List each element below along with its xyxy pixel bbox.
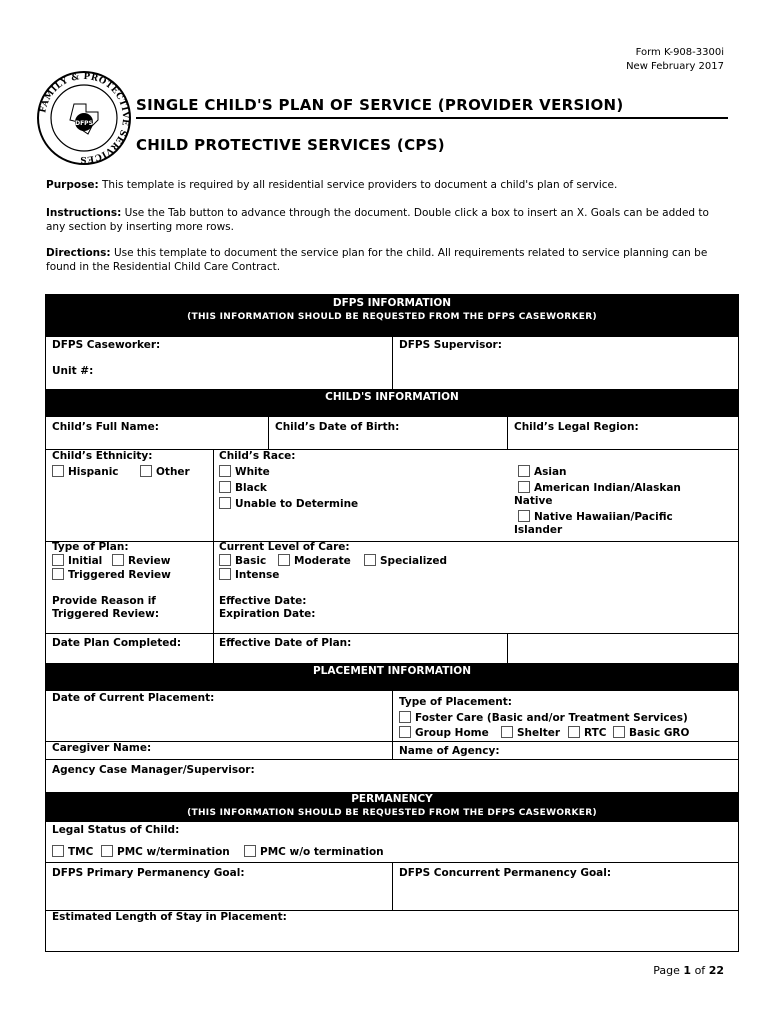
expiration-date-field[interactable]: Expiration Date: — [219, 608, 316, 620]
checkbox[interactable] — [219, 465, 231, 477]
checkbox[interactable] — [399, 726, 411, 738]
checkbox[interactable] — [219, 568, 231, 580]
checkbox[interactable] — [518, 465, 530, 477]
legal-status-label: Legal Status of Child: — [52, 824, 180, 836]
effective-date-field[interactable]: Effective Date: — [219, 595, 307, 607]
provide-reason-field[interactable]: Provide Reason if Triggered Review: — [52, 595, 160, 620]
ethnicity-hispanic-option[interactable]: Hispanic — [52, 465, 119, 479]
checkbox[interactable] — [52, 845, 64, 857]
race-native-hawaiian-option-cont: Islander — [514, 524, 563, 536]
child-dob-field[interactable]: Child’s Date of Birth: — [275, 421, 400, 433]
instructions-paragraph — [46, 206, 726, 234]
checkbox[interactable] — [501, 726, 513, 738]
checkbox[interactable] — [52, 568, 64, 580]
directions-label: Directions: — [46, 247, 111, 259]
caregiver-name-field[interactable]: Caregiver Name: — [52, 742, 152, 754]
checkbox[interactable] — [219, 481, 231, 493]
checkbox[interactable] — [219, 554, 231, 566]
child-full-name-field[interactable]: Child’s Full Name: — [52, 421, 159, 433]
child-legal-region-field[interactable]: Child’s Legal Region: — [514, 421, 639, 433]
form-number: Form K-908-3300i — [635, 47, 724, 58]
checkbox[interactable] — [140, 465, 152, 477]
checkbox[interactable] — [399, 711, 411, 723]
child-race-label: Child’s Race: — [219, 450, 296, 462]
checkbox[interactable] — [101, 845, 113, 857]
permanency-header — [46, 792, 738, 822]
race-black-option[interactable]: Black — [219, 481, 267, 495]
plan-initial-option[interactable]: Initial — [52, 554, 102, 568]
svg-text:FAMILY & PROTECTIVE SERVICES: FAMILY & PROTECTIVE SERVICES — [38, 71, 131, 165]
race-asian-option[interactable]: Asian — [518, 465, 567, 479]
purpose-text: This template is required by all residential service providers to document a child's plan of service. — [102, 179, 618, 191]
placement-info-header — [46, 663, 738, 691]
dfps-info-heading: DFPS INFORMATION — [332, 297, 452, 309]
race-white-option[interactable]: White — [219, 465, 270, 479]
placement-basic-gro-option[interactable]: Basic GRO — [613, 726, 689, 740]
childs-info-heading: CHILD'S INFORMATION — [325, 391, 459, 403]
placement-group-home-option[interactable]: Group Home — [399, 726, 489, 740]
document-subtitle: CHILD PROTECTIVE SERVICES (CPS) — [136, 136, 445, 154]
svg-text:DFPS: DFPS — [75, 120, 93, 127]
concurrent-permanency-goal-field[interactable]: DFPS Concurrent Permanency Goal: — [399, 867, 612, 879]
dfps-seal-logo — [36, 70, 132, 166]
checkbox[interactable] — [278, 554, 290, 566]
placement-rtc-option[interactable]: RTC — [568, 726, 606, 740]
status-pmc-no-termination-option[interactable]: PMC w/o termination — [244, 845, 384, 859]
date-plan-completed-field[interactable]: Date Plan Completed: — [52, 637, 182, 649]
care-moderate-option[interactable]: Moderate — [278, 554, 351, 568]
type-of-placement-label: Type of Placement: — [399, 696, 512, 708]
primary-permanency-goal-field[interactable]: DFPS Primary Permanency Goal: — [52, 867, 245, 879]
form-date: New February 2017 — [626, 61, 724, 72]
checkbox[interactable] — [518, 510, 530, 522]
checkbox[interactable] — [52, 554, 64, 566]
status-tmc-option[interactable]: TMC — [52, 845, 93, 859]
checkbox[interactable] — [112, 554, 124, 566]
care-specialized-option[interactable]: Specialized — [364, 554, 447, 568]
unit-number-field[interactable]: Unit #: — [52, 365, 94, 377]
service-plan-form — [45, 294, 739, 952]
effective-date-of-plan-field[interactable]: Effective Date of Plan: — [219, 637, 352, 649]
checkbox[interactable] — [364, 554, 376, 566]
date-current-placement-field[interactable]: Date of Current Placement: — [52, 692, 215, 704]
care-basic-option[interactable]: Basic — [219, 554, 266, 568]
agency-case-manager-field[interactable]: Agency Case Manager/Supervisor: — [52, 764, 255, 776]
race-native-hawaiian-option[interactable]: Native Hawaiian/Pacific — [518, 510, 673, 524]
title-rule — [136, 117, 728, 119]
checkbox[interactable] — [613, 726, 625, 738]
estimated-length-of-stay-field[interactable]: Estimated Length of Stay in Placement: — [52, 911, 287, 923]
race-american-indian-option-cont: Native — [514, 495, 553, 507]
checkbox[interactable] — [568, 726, 580, 738]
dfps-caseworker-field[interactable]: DFPS Caseworker: — [52, 339, 161, 351]
status-pmc-termination-option[interactable]: PMC w/termination — [101, 845, 230, 859]
permanency-subheading: (THIS INFORMATION SHOULD BE REQUESTED FROM THE DFPS CASEWORKER) — [187, 808, 597, 818]
placement-shelter-option[interactable]: Shelter — [501, 726, 560, 740]
type-of-plan-label: Type of Plan: — [52, 541, 129, 553]
child-ethnicity-label: Child’s Ethnicity: — [52, 450, 153, 462]
checkbox[interactable] — [52, 465, 64, 477]
page-number: Page 1 of 22 — [653, 964, 724, 977]
plan-review-option[interactable]: Review — [112, 554, 170, 568]
ethnicity-other-option[interactable]: Other — [140, 465, 190, 479]
checkbox[interactable] — [244, 845, 256, 857]
directions-text: Use this template to document the service plan for the child. All requirements related to service planning can be found in the Residential Child Care Contract. — [46, 247, 708, 273]
agency-name-field[interactable]: Name of Agency: — [399, 745, 500, 757]
dfps-info-header — [46, 295, 738, 337]
race-unable-option[interactable]: Unable to Determine — [219, 497, 358, 511]
level-of-care-label: Current Level of Care: — [219, 541, 350, 553]
instructions-text: Use the Tab button to advance through the document. Double click a box to insert an X. Goals can be added to any section by inserting more rows. — [46, 207, 709, 233]
document-title: SINGLE CHILD'S PLAN OF SERVICE (PROVIDER VERSION) — [136, 96, 624, 114]
care-intense-option[interactable]: Intense — [219, 568, 279, 582]
checkbox[interactable] — [219, 497, 231, 509]
plan-triggered-review-option[interactable]: Triggered Review — [52, 568, 171, 582]
form-number-block — [626, 46, 724, 74]
placement-info-heading: PLACEMENT INFORMATION — [312, 665, 472, 677]
dfps-info-subheading: (THIS INFORMATION SHOULD BE REQUESTED FROM THE DFPS CASEWORKER) — [187, 312, 597, 322]
instructions-label: Instructions: — [46, 207, 122, 219]
directions-paragraph — [46, 246, 726, 274]
childs-info-header — [46, 389, 738, 417]
permanency-heading: PERMANENCY — [351, 793, 433, 805]
checkbox[interactable] — [518, 481, 530, 493]
purpose-paragraph — [46, 178, 726, 192]
dfps-supervisor-field[interactable]: DFPS Supervisor: — [399, 339, 502, 351]
placement-foster-care-option[interactable]: Foster Care (Basic and/or Treatment Services) — [399, 711, 688, 725]
purpose-label: Purpose: — [46, 179, 99, 191]
race-american-indian-option[interactable]: American Indian/Alaskan — [518, 481, 681, 495]
